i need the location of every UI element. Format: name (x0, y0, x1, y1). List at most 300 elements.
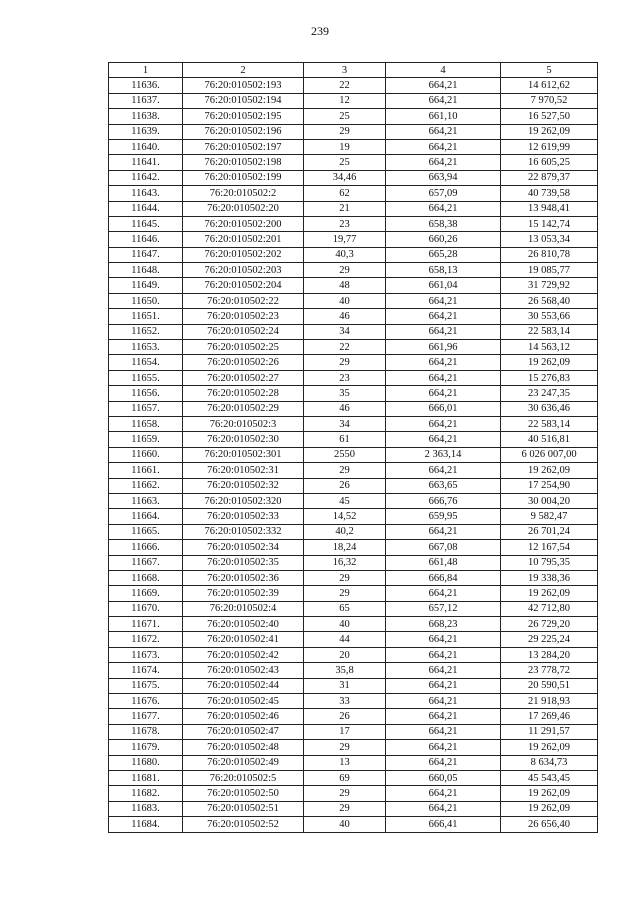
area-cell: 12 (304, 93, 386, 108)
table-row (109, 817, 598, 832)
cadastral-value-cell: 11 291,57 (501, 724, 598, 739)
specific-value-cell: 664,21 (386, 647, 501, 662)
specific-value-cell: 664,21 (386, 324, 501, 339)
table-row (109, 186, 598, 201)
area-cell: 46 (304, 309, 386, 324)
area-cell: 29 (304, 586, 386, 601)
cadastral-number-cell: 76:20:010502:22 (183, 293, 304, 308)
table-row (109, 509, 598, 524)
row-number-cell: 11665. (109, 524, 183, 539)
specific-value-cell: 666,01 (386, 401, 501, 416)
area-cell: 45 (304, 493, 386, 508)
area-cell: 34 (304, 324, 386, 339)
area-cell: 40 (304, 817, 386, 832)
specific-value-cell: 664,21 (386, 724, 501, 739)
cadastral-value-cell: 19 262,09 (501, 740, 598, 755)
area-cell: 40,2 (304, 524, 386, 539)
area-cell: 62 (304, 186, 386, 201)
table-row (109, 786, 598, 801)
cadastral-value-cell: 9 582,47 (501, 509, 598, 524)
specific-value-cell: 658,38 (386, 216, 501, 231)
cadastral-value-cell: 40 516,81 (501, 432, 598, 447)
table-row (109, 109, 598, 124)
area-cell: 22 (304, 78, 386, 93)
area-cell: 34 (304, 416, 386, 431)
cadastral-number-cell: 76:20:010502:332 (183, 524, 304, 539)
area-cell: 35 (304, 386, 386, 401)
row-number-cell: 11644. (109, 201, 183, 216)
cadastral-number-cell: 76:20:010502:30 (183, 432, 304, 447)
cadastral-value-cell: 8 634,73 (501, 755, 598, 770)
area-cell: 23 (304, 370, 386, 385)
table-row (109, 232, 598, 247)
area-cell: 18,24 (304, 540, 386, 555)
area-cell: 29 (304, 124, 386, 139)
table-row (109, 139, 598, 154)
cadastral-value-cell: 15 142,74 (501, 216, 598, 231)
cadastral-value-cell: 26 568,40 (501, 293, 598, 308)
table-row (109, 216, 598, 231)
specific-value-cell: 664,21 (386, 694, 501, 709)
table-row (109, 570, 598, 585)
cadastral-value-cell: 26 810,78 (501, 247, 598, 262)
area-cell: 19 (304, 139, 386, 154)
cadastral-number-cell: 76:20:010502:2 (183, 186, 304, 201)
cadastral-number-cell: 76:20:010502:27 (183, 370, 304, 385)
cadastral-value-cell: 13 948,41 (501, 201, 598, 216)
row-number-cell: 11683. (109, 801, 183, 816)
cadastral-value-cell: 16 605,25 (501, 155, 598, 170)
row-number-cell: 11636. (109, 78, 183, 93)
cadastral-number-cell: 76:20:010502:26 (183, 355, 304, 370)
row-number-cell: 11650. (109, 293, 183, 308)
specific-value-cell: 661,04 (386, 278, 501, 293)
cadastral-value-cell: 17 269,46 (501, 709, 598, 724)
column-header: 5 (501, 63, 598, 78)
table-row (109, 801, 598, 816)
area-cell: 2550 (304, 447, 386, 462)
area-cell: 25 (304, 155, 386, 170)
table-row (109, 340, 598, 355)
cadastral-number-cell: 76:20:010502:196 (183, 124, 304, 139)
specific-value-cell: 661,96 (386, 340, 501, 355)
row-number-cell: 11671. (109, 617, 183, 632)
specific-value-cell: 664,21 (386, 678, 501, 693)
specific-value-cell: 664,21 (386, 309, 501, 324)
cadastral-number-cell: 76:20:010502:195 (183, 109, 304, 124)
row-number-cell: 11664. (109, 509, 183, 524)
table-row (109, 709, 598, 724)
row-number-cell: 11676. (109, 694, 183, 709)
specific-value-cell: 663,65 (386, 478, 501, 493)
row-number-cell: 11643. (109, 186, 183, 201)
cadastral-value-table (108, 62, 598, 833)
cadastral-value-cell: 22 583,14 (501, 324, 598, 339)
specific-value-cell: 664,21 (386, 463, 501, 478)
table-row (109, 124, 598, 139)
cadastral-value-cell: 13 053,34 (501, 232, 598, 247)
cadastral-value-cell: 30 553,66 (501, 309, 598, 324)
area-cell: 31 (304, 678, 386, 693)
specific-value-cell: 664,21 (386, 586, 501, 601)
specific-value-cell: 661,48 (386, 555, 501, 570)
row-number-cell: 11675. (109, 678, 183, 693)
row-number-cell: 11647. (109, 247, 183, 262)
table-row (109, 617, 598, 632)
area-cell: 29 (304, 463, 386, 478)
specific-value-cell: 664,21 (386, 632, 501, 647)
column-header: 3 (304, 63, 386, 78)
cadastral-number-cell: 76:20:010502:301 (183, 447, 304, 462)
cadastral-value-cell: 19 338,36 (501, 570, 598, 585)
cadastral-value-cell: 19 262,09 (501, 463, 598, 478)
cadastral-number-cell: 76:20:010502:200 (183, 216, 304, 231)
specific-value-cell: 665,28 (386, 247, 501, 262)
cadastral-number-cell: 76:20:010502:39 (183, 586, 304, 601)
cadastral-value-cell: 19 262,09 (501, 124, 598, 139)
row-number-cell: 11659. (109, 432, 183, 447)
row-number-cell: 11652. (109, 324, 183, 339)
row-number-cell: 11655. (109, 370, 183, 385)
specific-value-cell: 666,76 (386, 493, 501, 508)
cadastral-value-cell: 14 563,12 (501, 340, 598, 355)
column-header: 2 (183, 63, 304, 78)
cadastral-number-cell: 76:20:010502:28 (183, 386, 304, 401)
area-cell: 48 (304, 278, 386, 293)
row-number-cell: 11667. (109, 555, 183, 570)
specific-value-cell: 664,21 (386, 155, 501, 170)
table-row (109, 278, 598, 293)
row-number-cell: 11668. (109, 570, 183, 585)
cadastral-number-cell: 76:20:010502:199 (183, 170, 304, 185)
specific-value-cell: 664,21 (386, 201, 501, 216)
specific-value-cell: 661,10 (386, 109, 501, 124)
specific-value-cell: 664,21 (386, 355, 501, 370)
cadastral-value-cell: 17 254,90 (501, 478, 598, 493)
cadastral-number-cell: 76:20:010502:198 (183, 155, 304, 170)
row-number-cell: 11679. (109, 740, 183, 755)
cadastral-value-cell: 22 879,37 (501, 170, 598, 185)
row-number-cell: 11658. (109, 416, 183, 431)
cadastral-number-cell: 76:20:010502:43 (183, 663, 304, 678)
table-row (109, 755, 598, 770)
cadastral-number-cell: 76:20:010502:45 (183, 694, 304, 709)
specific-value-cell: 664,21 (386, 755, 501, 770)
specific-value-cell: 658,13 (386, 263, 501, 278)
area-cell: 29 (304, 801, 386, 816)
area-cell: 14,52 (304, 509, 386, 524)
table-row (109, 586, 598, 601)
cadastral-number-cell: 76:20:010502:36 (183, 570, 304, 585)
cadastral-number-cell: 76:20:010502:50 (183, 786, 304, 801)
row-number-cell: 11645. (109, 216, 183, 231)
cadastral-value-cell: 29 225,24 (501, 632, 598, 647)
cadastral-number-cell: 76:20:010502:47 (183, 724, 304, 739)
cadastral-number-cell: 76:20:010502:204 (183, 278, 304, 293)
area-cell: 29 (304, 740, 386, 755)
cadastral-number-cell: 76:20:010502:320 (183, 493, 304, 508)
cadastral-number-cell: 76:20:010502:31 (183, 463, 304, 478)
specific-value-cell: 664,21 (386, 386, 501, 401)
row-number-cell: 11653. (109, 340, 183, 355)
cadastral-value-cell: 10 795,35 (501, 555, 598, 570)
table-row (109, 386, 598, 401)
cadastral-value-cell: 26 701,24 (501, 524, 598, 539)
cadastral-number-cell: 76:20:010502:40 (183, 617, 304, 632)
table-row (109, 601, 598, 616)
cadastral-number-cell: 76:20:010502:194 (183, 93, 304, 108)
area-cell: 44 (304, 632, 386, 647)
table-row (109, 663, 598, 678)
table-row (109, 493, 598, 508)
cadastral-value-cell: 30 004,20 (501, 493, 598, 508)
row-number-cell: 11639. (109, 124, 183, 139)
cadastral-number-cell: 76:20:010502:33 (183, 509, 304, 524)
row-number-cell: 11646. (109, 232, 183, 247)
area-cell: 34,46 (304, 170, 386, 185)
row-number-cell: 11681. (109, 770, 183, 785)
specific-value-cell: 664,21 (386, 740, 501, 755)
table-row (109, 447, 598, 462)
area-cell: 17 (304, 724, 386, 739)
row-number-cell: 11660. (109, 447, 183, 462)
table-row (109, 247, 598, 262)
area-cell: 29 (304, 570, 386, 585)
cadastral-number-cell: 76:20:010502:203 (183, 263, 304, 278)
row-number-cell: 11654. (109, 355, 183, 370)
table-row (109, 355, 598, 370)
specific-value-cell: 668,23 (386, 617, 501, 632)
table-row (109, 463, 598, 478)
table-row (109, 740, 598, 755)
table-row (109, 724, 598, 739)
specific-value-cell: 664,21 (386, 801, 501, 816)
row-number-cell: 11641. (109, 155, 183, 170)
specific-value-cell: 657,09 (386, 186, 501, 201)
table-row (109, 416, 598, 431)
cadastral-number-cell: 76:20:010502:41 (183, 632, 304, 647)
cadastral-value-cell: 13 284,20 (501, 647, 598, 662)
table-row (109, 524, 598, 539)
area-cell: 26 (304, 709, 386, 724)
cadastral-number-cell: 76:20:010502:49 (183, 755, 304, 770)
table-row (109, 770, 598, 785)
table-row (109, 170, 598, 185)
table-header-row (109, 63, 598, 78)
row-number-cell: 11656. (109, 386, 183, 401)
specific-value-cell: 664,21 (386, 663, 501, 678)
table-row (109, 555, 598, 570)
cadastral-value-cell: 40 739,58 (501, 186, 598, 201)
row-number-cell: 11674. (109, 663, 183, 678)
row-number-cell: 11682. (109, 786, 183, 801)
row-number-cell: 11677. (109, 709, 183, 724)
row-number-cell: 11649. (109, 278, 183, 293)
table-row (109, 93, 598, 108)
table-body (109, 78, 598, 832)
cadastral-number-cell: 76:20:010502:202 (183, 247, 304, 262)
specific-value-cell: 660,26 (386, 232, 501, 247)
row-number-cell: 11678. (109, 724, 183, 739)
cadastral-number-cell: 76:20:010502:3 (183, 416, 304, 431)
area-cell: 22 (304, 340, 386, 355)
row-number-cell: 11673. (109, 647, 183, 662)
table-row (109, 401, 598, 416)
column-header: 1 (109, 63, 183, 78)
cadastral-value-cell: 7 970,52 (501, 93, 598, 108)
cadastral-number-cell: 76:20:010502:4 (183, 601, 304, 616)
cadastral-value-cell: 42 712,80 (501, 601, 598, 616)
specific-value-cell: 666,41 (386, 817, 501, 832)
row-number-cell: 11662. (109, 478, 183, 493)
cadastral-value-cell: 19 262,09 (501, 586, 598, 601)
cadastral-number-cell: 76:20:010502:35 (183, 555, 304, 570)
table-row (109, 540, 598, 555)
cadastral-number-cell: 76:20:010502:46 (183, 709, 304, 724)
specific-value-cell: 666,84 (386, 570, 501, 585)
specific-value-cell: 2 363,14 (386, 447, 501, 462)
table-row (109, 293, 598, 308)
area-cell: 21 (304, 201, 386, 216)
row-number-cell: 11670. (109, 601, 183, 616)
table-row (109, 478, 598, 493)
row-number-cell: 11672. (109, 632, 183, 647)
row-number-cell: 11637. (109, 93, 183, 108)
cadastral-value-cell: 14 612,62 (501, 78, 598, 93)
row-number-cell: 11663. (109, 493, 183, 508)
specific-value-cell: 664,21 (386, 124, 501, 139)
cadastral-number-cell: 76:20:010502:32 (183, 478, 304, 493)
area-cell: 65 (304, 601, 386, 616)
specific-value-cell: 664,21 (386, 709, 501, 724)
specific-value-cell: 664,21 (386, 370, 501, 385)
specific-value-cell: 663,94 (386, 170, 501, 185)
row-number-cell: 11651. (109, 309, 183, 324)
area-cell: 29 (304, 263, 386, 278)
area-cell: 29 (304, 355, 386, 370)
cadastral-value-cell: 26 729,20 (501, 617, 598, 632)
area-cell: 40,3 (304, 247, 386, 262)
area-cell: 25 (304, 109, 386, 124)
specific-value-cell: 667,08 (386, 540, 501, 555)
area-cell: 40 (304, 293, 386, 308)
cadastral-value-cell: 12 619,99 (501, 139, 598, 154)
cadastral-value-cell: 19 262,09 (501, 786, 598, 801)
area-cell: 13 (304, 755, 386, 770)
specific-value-cell: 664,21 (386, 78, 501, 93)
cadastral-number-cell: 76:20:010502:193 (183, 78, 304, 93)
cadastral-number-cell: 76:20:010502:44 (183, 678, 304, 693)
row-number-cell: 11684. (109, 817, 183, 832)
cadastral-value-cell: 19 085,77 (501, 263, 598, 278)
area-cell: 46 (304, 401, 386, 416)
cadastral-value-cell: 12 167,54 (501, 540, 598, 555)
table-row (109, 647, 598, 662)
specific-value-cell: 664,21 (386, 293, 501, 308)
cadastral-number-cell: 76:20:010502:197 (183, 139, 304, 154)
table-row (109, 201, 598, 216)
specific-value-cell: 664,21 (386, 416, 501, 431)
specific-value-cell: 660,05 (386, 770, 501, 785)
table-row (109, 309, 598, 324)
row-number-cell: 11661. (109, 463, 183, 478)
specific-value-cell: 664,21 (386, 786, 501, 801)
cadastral-value-cell: 23 778,72 (501, 663, 598, 678)
table-row (109, 694, 598, 709)
row-number-cell: 11666. (109, 540, 183, 555)
cadastral-number-cell: 76:20:010502:20 (183, 201, 304, 216)
row-number-cell: 11640. (109, 139, 183, 154)
table-row (109, 678, 598, 693)
area-cell: 20 (304, 647, 386, 662)
cadastral-value-cell: 23 247,35 (501, 386, 598, 401)
cadastral-number-cell: 76:20:010502:52 (183, 817, 304, 832)
row-number-cell: 11648. (109, 263, 183, 278)
area-cell: 26 (304, 478, 386, 493)
area-cell: 61 (304, 432, 386, 447)
row-number-cell: 11638. (109, 109, 183, 124)
area-cell: 40 (304, 617, 386, 632)
table-row (109, 632, 598, 647)
cadastral-value-cell: 19 262,09 (501, 355, 598, 370)
row-number-cell: 11657. (109, 401, 183, 416)
area-cell: 16,32 (304, 555, 386, 570)
row-number-cell: 11669. (109, 586, 183, 601)
cadastral-value-cell: 15 276,83 (501, 370, 598, 385)
table-row (109, 263, 598, 278)
specific-value-cell: 664,21 (386, 524, 501, 539)
table-row (109, 324, 598, 339)
area-cell: 23 (304, 216, 386, 231)
cadastral-value-cell: 21 918,93 (501, 694, 598, 709)
area-cell: 29 (304, 786, 386, 801)
cadastral-number-cell: 76:20:010502:48 (183, 740, 304, 755)
cadastral-value-cell: 16 527,50 (501, 109, 598, 124)
table-row (109, 155, 598, 170)
area-cell: 69 (304, 770, 386, 785)
area-cell: 35,8 (304, 663, 386, 678)
cadastral-value-cell: 26 656,40 (501, 817, 598, 832)
cadastral-number-cell: 76:20:010502:201 (183, 232, 304, 247)
table-row (109, 78, 598, 93)
specific-value-cell: 664,21 (386, 139, 501, 154)
cadastral-number-cell: 76:20:010502:24 (183, 324, 304, 339)
cadastral-number-cell: 76:20:010502:29 (183, 401, 304, 416)
cadastral-value-cell: 6 026 007,00 (501, 447, 598, 462)
specific-value-cell: 659,95 (386, 509, 501, 524)
cadastral-value-cell: 22 583,14 (501, 416, 598, 431)
specific-value-cell: 657,12 (386, 601, 501, 616)
cadastral-value-cell: 19 262,09 (501, 801, 598, 816)
cadastral-number-cell: 76:20:010502:5 (183, 770, 304, 785)
cadastral-number-cell: 76:20:010502:42 (183, 647, 304, 662)
page-number: 239 (311, 24, 329, 38)
cadastral-value-cell: 20 590,51 (501, 678, 598, 693)
cadastral-value-cell: 31 729,92 (501, 278, 598, 293)
row-number-cell: 11642. (109, 170, 183, 185)
cadastral-number-cell: 76:20:010502:34 (183, 540, 304, 555)
row-number-cell: 11680. (109, 755, 183, 770)
table-row (109, 370, 598, 385)
table-row (109, 432, 598, 447)
cadastral-number-cell: 76:20:010502:25 (183, 340, 304, 355)
specific-value-cell: 664,21 (386, 432, 501, 447)
cadastral-value-cell: 30 636,46 (501, 401, 598, 416)
cadastral-value-cell: 45 543,45 (501, 770, 598, 785)
specific-value-cell: 664,21 (386, 93, 501, 108)
cadastral-number-cell: 76:20:010502:51 (183, 801, 304, 816)
cadastral-number-cell: 76:20:010502:23 (183, 309, 304, 324)
